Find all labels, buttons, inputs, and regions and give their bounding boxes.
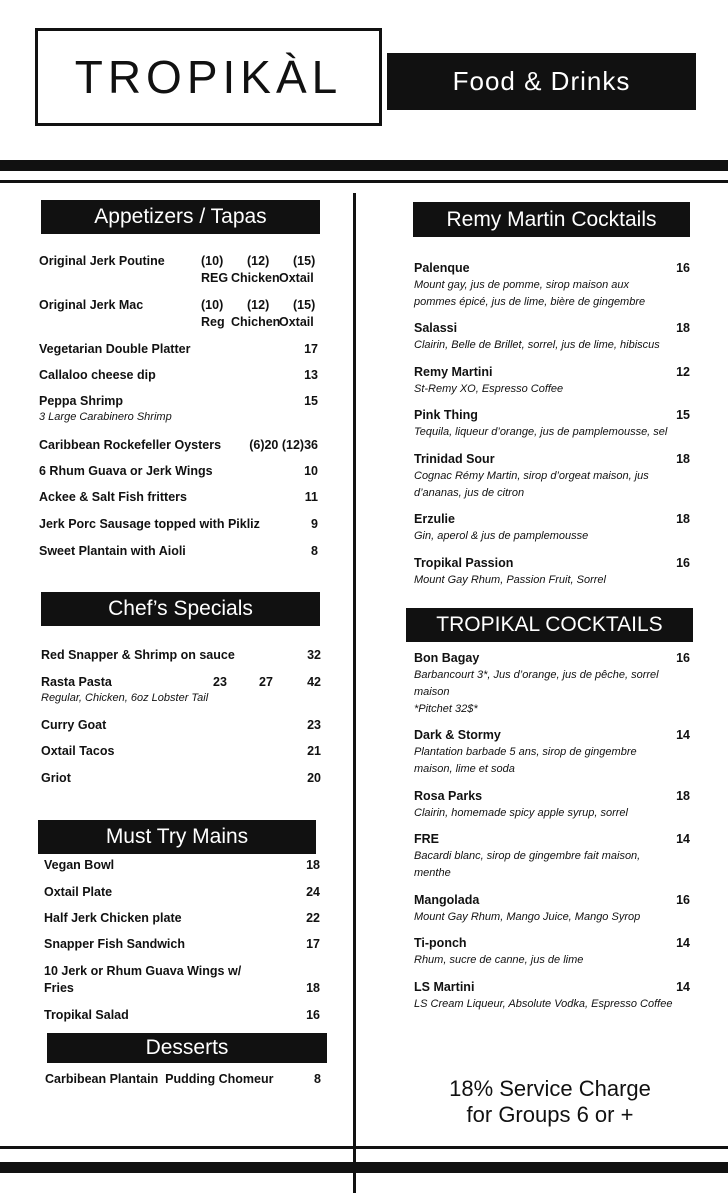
- item-name: Sweet Plantain with Aioli: [39, 544, 186, 558]
- bottom-rule-thick: [0, 1162, 728, 1173]
- item-name: 6 Rhum Guava or Jerk Wings: [39, 464, 213, 478]
- cocktail-description: Clairin, homemade spicy apple syrup, sorrel: [414, 807, 628, 819]
- cocktail-name: Dark & Stormy: [414, 728, 501, 742]
- item-name: 10 Jerk or Rhum Guava Wings w/: [44, 964, 242, 978]
- cocktail-name: Ti-ponch: [414, 936, 467, 950]
- cocktail-description: Plantation barbade 5 ans, sirop de gingembre: [414, 746, 637, 758]
- cocktail-description: Barbancourt 3*, Jus d’orange, jus de pêche, sorrel: [414, 669, 659, 681]
- cocktail-description: Gin, aperol & jus de pamplemousse: [414, 530, 589, 542]
- cocktail-price: 18: [676, 452, 690, 466]
- price-reg: (10): [201, 298, 224, 312]
- item-price: 15: [304, 394, 318, 408]
- item-price: 23: [307, 718, 321, 732]
- item-price: 18: [306, 858, 320, 872]
- tagline: Food & Drinks: [452, 66, 631, 96]
- item-price: 17: [304, 342, 318, 356]
- item-name: Tropikal Salad: [44, 1008, 129, 1022]
- item-description: 3 Large Carabinero Shrimp: [39, 411, 172, 423]
- item-name: Curry Goat: [41, 718, 107, 732]
- cocktail-price: 16: [676, 261, 690, 275]
- cocktail-description: Clairin, Belle de Brillet, sorrel, jus de lime, hibiscus: [414, 339, 660, 351]
- item-name: Oxtail Tacos: [41, 744, 115, 758]
- label-oxtail: Oxtail: [279, 271, 314, 285]
- cocktail-description: pommes épicé, jus de lime, bière de gingembre: [414, 296, 646, 308]
- service-charge-line1: 18% Service Charge: [449, 1076, 651, 1101]
- cocktail-description: Tequila, liqueur d’orange, jus de pamplemousse, sel: [414, 426, 668, 438]
- menu-item-jerk-mac: [39, 298, 319, 338]
- item-price: 24: [306, 885, 320, 899]
- cocktail-description: maison, lime et soda: [414, 763, 515, 775]
- cocktail-description: Mount gay, jus de pomme, sirop maison aux: [414, 279, 630, 291]
- cocktail-price: 18: [676, 321, 690, 335]
- item-name: Vegetarian Double Platter: [39, 342, 191, 356]
- cocktail-description: menthe: [414, 867, 451, 879]
- cocktail-name: Pink Thing: [414, 408, 478, 422]
- item-name: Red Snapper & Shrimp on sauce: [41, 648, 235, 662]
- cocktail-name: Salassi: [414, 321, 458, 335]
- item-name-continued: Fries: [44, 981, 74, 995]
- label-chicken: Chicken: [231, 271, 280, 285]
- item-price: 16: [306, 1008, 320, 1022]
- price-lobster: 42: [307, 675, 321, 689]
- cocktail-price: 14: [676, 936, 690, 950]
- item-name: Oxtail Plate: [44, 885, 113, 899]
- menu-item-poutine: [39, 254, 319, 294]
- cocktail-description: Mount Gay Rhum, Passion Fruit, Sorrel: [414, 574, 606, 586]
- cocktail-price: 16: [676, 893, 690, 907]
- item-name: Snapper Fish Sandwich: [44, 937, 185, 951]
- cocktail-price: 12: [676, 365, 690, 379]
- label-reg: Reg: [201, 315, 225, 329]
- item-price: 11: [304, 490, 318, 504]
- price-chicken: (12): [247, 254, 270, 268]
- mains-header: [38, 820, 316, 854]
- price-chicken: (12): [247, 298, 270, 312]
- cocktail-price: 14: [676, 980, 690, 994]
- cocktail-price: 14: [676, 728, 690, 742]
- top-rule-thick: [0, 160, 728, 171]
- cocktail-name: Remy Martini: [414, 365, 493, 379]
- item-price: (6)20 (12)36: [249, 438, 318, 452]
- item-price: 9: [311, 517, 318, 531]
- appetizers-header: [41, 200, 320, 234]
- cocktail-description: Rhum, sucre de canne, jus de lime: [414, 954, 584, 966]
- price-chicken: 27: [259, 675, 273, 689]
- price-regular: 23: [213, 675, 227, 689]
- label-chicken: Chichen: [231, 315, 281, 329]
- tropikal-cocktails-header: [406, 608, 693, 642]
- item-name: Peppa Shrimp: [39, 394, 124, 408]
- cocktail-name: Rosa Parks: [414, 789, 483, 803]
- top-rule-thin: [0, 180, 728, 183]
- item-price: 13: [304, 368, 318, 382]
- item-name: Half Jerk Chicken plate: [44, 911, 182, 925]
- item-name: Rasta Pasta: [41, 675, 112, 689]
- mains-title: Must Try Mains: [105, 825, 249, 848]
- appetizers-title: Appetizers / Tapas: [94, 205, 267, 228]
- column-divider: [353, 193, 356, 1193]
- price-reg: (10): [201, 254, 224, 268]
- item-price: 22: [306, 911, 320, 925]
- price-oxtail: (15): [293, 298, 316, 312]
- service-charge-line2: for Groups 6 or +: [466, 1102, 634, 1127]
- item-name: Griot: [41, 771, 71, 785]
- cocktail-description: Bacardi blanc, sirop de gingembre fait maison,: [414, 850, 641, 862]
- cocktail-description: St-Remy XO, Espresso Coffee: [414, 383, 564, 395]
- menu-item-wings: [44, 964, 320, 998]
- desserts-header: [47, 1033, 327, 1063]
- remy-cocktails-header: [413, 202, 690, 237]
- cocktail-name: Mangolada: [414, 893, 480, 907]
- tagline-banner: [387, 53, 696, 110]
- cocktail-name: Trinidad Sour: [414, 452, 495, 466]
- item-description: Regular, Chicken, 6oz Lobster Tail: [41, 692, 209, 704]
- item-price: 21: [307, 744, 321, 758]
- price-oxtail: (15): [293, 254, 316, 268]
- tropikal-cocktails-title: TROPIKAL COCKTAILS: [436, 613, 663, 636]
- item-price: 17: [306, 937, 320, 951]
- cocktail-price: 16: [676, 651, 690, 665]
- item-name: Caribbean Rockefeller Oysters: [39, 438, 222, 452]
- cocktail-price: 18: [676, 512, 690, 526]
- pitcher-note: *Pitchet 32$*: [414, 703, 478, 715]
- cocktail-price: 16: [676, 556, 690, 570]
- item-price: 8: [314, 1072, 321, 1086]
- cocktail-name: LS Martini: [414, 980, 475, 994]
- cocktail-name: Bon Bagay: [414, 651, 480, 665]
- item-name: Ackee & Salt Fish fritters: [39, 490, 187, 504]
- cocktail-description: Cognac Rémy Martin, sirop d’orgeat maison, jus: [414, 470, 649, 482]
- cocktail-price: 14: [676, 832, 690, 846]
- item-name: Carbibean Plantain Pudding Chomeur: [45, 1072, 274, 1086]
- label-oxtail: Oxtail: [279, 315, 314, 329]
- cocktail-price: 15: [676, 408, 690, 422]
- item-price: 18: [306, 981, 320, 995]
- item-name: Callaloo cheese dip: [39, 368, 156, 382]
- logo-text: TROPIKÀL: [74, 51, 343, 103]
- chefs-specials-header: [41, 592, 320, 626]
- chefs-specials-title: Chef’s Specials: [108, 597, 253, 620]
- item-price: 10: [304, 464, 318, 478]
- cocktail-name: Erzulie: [414, 512, 455, 526]
- cocktail-name: Palenque: [414, 261, 470, 275]
- menu-item-rasta-pasta: [41, 675, 321, 709]
- item-price: 20: [307, 771, 321, 785]
- cocktail-price: 18: [676, 789, 690, 803]
- bottom-rule-thin: [0, 1146, 728, 1149]
- cocktail-description: maison: [414, 686, 450, 698]
- cocktail-description: Mount Gay Rhum, Mango Juice, Mango Syrop: [414, 911, 641, 923]
- item-name: Original Jerk Mac: [39, 298, 144, 312]
- item-name: Vegan Bowl: [44, 858, 115, 872]
- cocktail-description: LS Cream Liqueur, Absolute Vodka, Espresso Coffee: [414, 998, 673, 1010]
- cocktail-description: d’ananas, jus de citron: [414, 487, 525, 499]
- cocktail-name: FRE: [414, 832, 439, 846]
- item-name: Jerk Porc Sausage topped with Pikliz: [39, 517, 260, 531]
- item-name: Original Jerk Poutine: [39, 254, 165, 268]
- service-charge-note: [400, 1076, 700, 1128]
- cocktail-name: Tropikal Passion: [414, 556, 514, 570]
- remy-cocktails-title: Remy Martin Cocktails: [446, 207, 657, 231]
- logo: [35, 28, 382, 126]
- label-reg: REG: [201, 271, 229, 285]
- item-price: 8: [311, 544, 318, 558]
- desserts-title: Desserts: [145, 1036, 229, 1059]
- item-price: 32: [307, 648, 321, 662]
